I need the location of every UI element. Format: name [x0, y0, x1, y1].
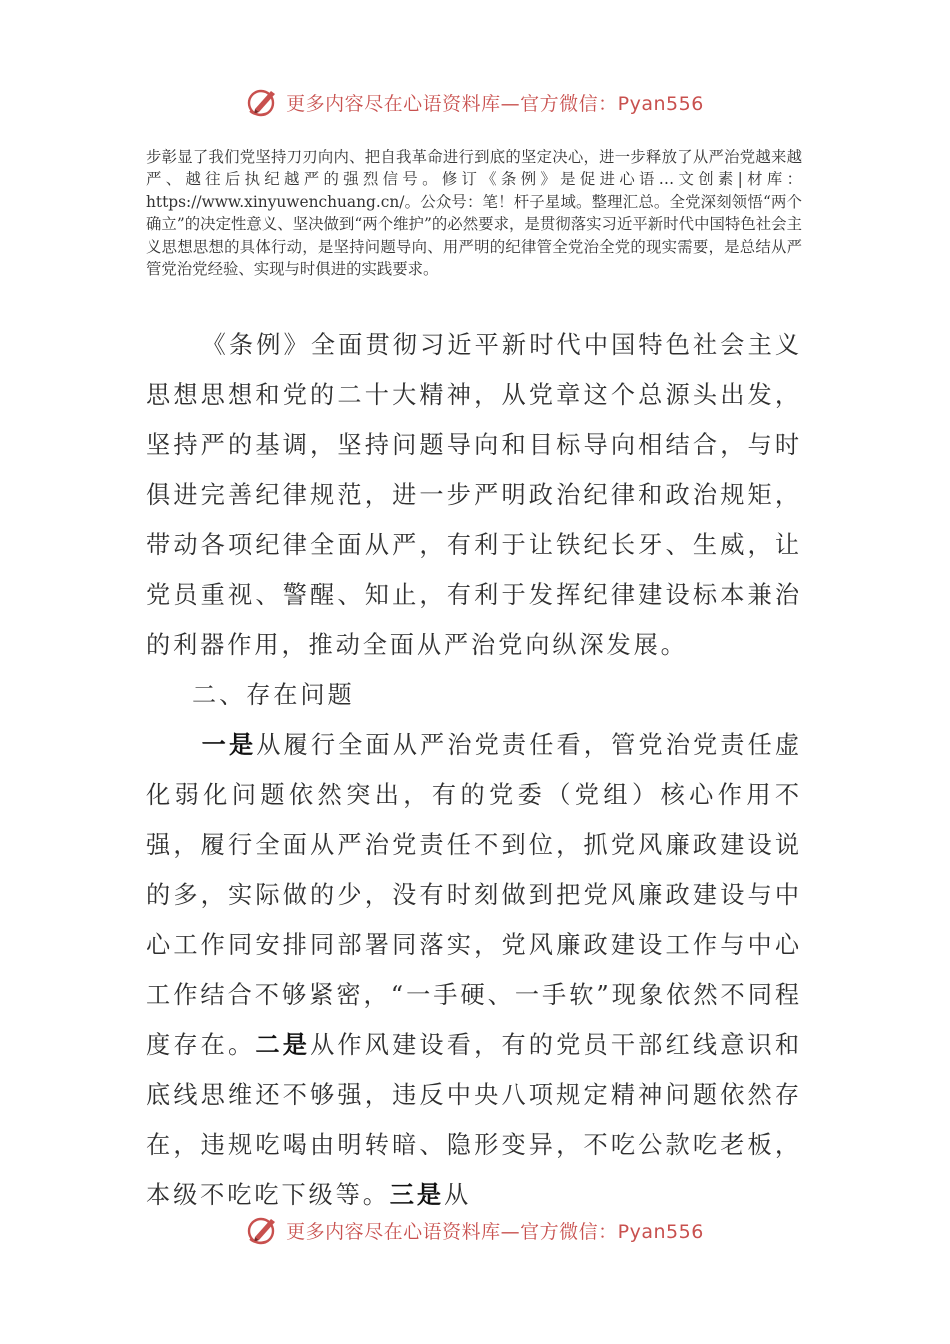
header-banner: [0, 82, 950, 122]
document-body: [146, 320, 802, 1220]
intro-paragraph: [146, 146, 802, 280]
paragraph-1: 《条例》全面贯彻习近平新时代中国特色社会主义思想思想和党的二十大精神，从党章这个总源头出发，坚持严的基调，坚持问题导向和目标导向相结合，与时俱进完善纪律规范，进一步严明政治纪律和政治规矩，带动各项纪律全面从严，有利于让铁纪长牙、生威，让党员重视、警醒、知止，有利于发挥纪律建设标本兼治的利器作用，推动全面从严治党向纵深发展。: [146, 331, 802, 659]
section-heading: 二、存在问题: [192, 681, 355, 709]
header-banner-text: 更多内容尽在心语资料库—官方微信：Pyan556: [286, 92, 704, 115]
lead-two: 二是: [255, 1030, 311, 1059]
footer-banner-text: 更多内容尽在心语资料库—官方微信：Pyan556: [286, 1220, 704, 1243]
lead-one: 一是: [201, 730, 257, 759]
pen-circle-logo-icon: [246, 85, 280, 119]
lead-three: 三是: [389, 1180, 444, 1209]
header-banner-content: [246, 85, 704, 119]
paragraph-2: [146, 720, 802, 1220]
intro-text: 步彰显了我们党坚持刀刃向内、把自我革命进行到底的坚定决心，进一步释放了从严治党越来越严、越往后执纪越严的强烈信号。修订《条例》是促进心语…文创素|材库：https://www.xinyuwenchuang.cn/。公众号：笔！杆子星域。整理汇总。全党深刻领悟“两个确立”的决定性意义、坚决做到“两个维护”的必然要求，是贯彻落实习近平新时代中国特色社会主义思想思想的具体行动，是坚持问题导向、用严明的纪律管全党治全党的现实需要，是总结从严管党治党经验、实现与时俱进的实践要求。: [146, 148, 802, 279]
paragraph-2-text-1: 从履行全面从严治党责任看，管党治党责任虚化弱化问题依然突出，有的党委（党组）核心作用不强，履行全面从严治党责任不到位，抓党风廉政建设说的多，实际做的少，没有时刻做到把党风廉政建设与中心工作同安排同部署同落实，党风廉政建设工作与中心工作结合不够紧密，“一手硬、一手软”现象依然不同程度存在。: [146, 731, 802, 1059]
footer-banner: [0, 1210, 950, 1250]
pen-circle-logo-icon: [246, 1213, 280, 1247]
footer-banner-content: [246, 1213, 704, 1247]
paragraph-2-text-2: 从作风建设看，有的党员干部红线意识和底线思维还不够强，违反中央八项规定精神问题依然存在，违规吃喝由明转暗、隐形变异，不吃公款吃老板，本级不吃吃下级等。: [146, 1031, 802, 1209]
paragraph-2-text-3: 从: [443, 1181, 472, 1209]
